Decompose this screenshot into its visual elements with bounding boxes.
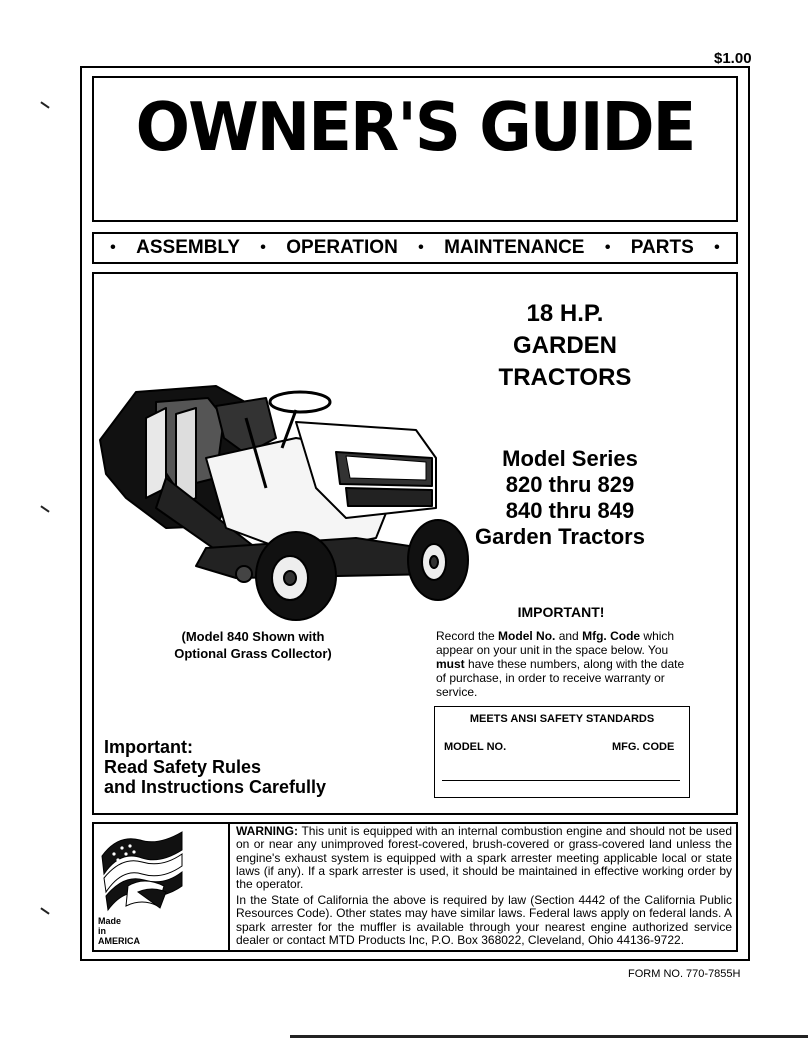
write-in-line [442, 780, 680, 781]
american-flag-icon [98, 826, 188, 914]
made-in-america: Made in AMERICA [98, 916, 140, 946]
section-assembly: ASSEMBLY [136, 237, 240, 258]
image-caption: (Model 840 Shown with Optional Grass Collector) [174, 629, 332, 661]
form-number: FORM NO. 770-7855H [628, 968, 741, 980]
bullet-icon: • [714, 239, 720, 256]
bullet-icon: • [110, 239, 116, 256]
bullet-icon: • [260, 239, 266, 256]
warning-text: WARNING: This unit is equipped with an internal combustion engine and should not be used on or near any unimproved forest-covered, brush-covered or grass-covered land unless the engine's exhaust system is equipped with a spark arrester meeting applicable local or state laws (if any). If a spark arrester is used, it should be maintained in effective working order by the operator. [236, 824, 732, 892]
tractor-illustration [96, 378, 476, 628]
scan-mark [40, 907, 49, 914]
section-operation: OPERATION [286, 237, 398, 258]
important-text: Record the Model No. and Mfg. Code which appear on your unit in the space below. You must have these numbers, along with the date of purchase, in order to receive warranty or service. [436, 629, 685, 699]
section-bar [92, 232, 738, 264]
important-heading: IMPORTANT! [517, 604, 605, 620]
scan-mark [40, 505, 49, 512]
model-no-label: MODEL NO. [444, 741, 507, 753]
model-series: Model Series 820 thru 829 840 thru 849 Garden Tractors [475, 446, 645, 549]
section-parts: PARTS [630, 237, 694, 258]
scan-edge-line [290, 1035, 808, 1038]
safety-notice: Important: Read Safety Rules and Instructions Carefully [104, 737, 327, 797]
bullet-icon: • [418, 239, 424, 256]
ansi-title: MEETS ANSI SAFETY STANDARDS [469, 713, 655, 725]
section-maintenance: MAINTENANCE [444, 237, 585, 258]
price-tag: $1.00 [714, 50, 752, 67]
scan-mark [40, 101, 49, 108]
bullet-icon: • [604, 239, 611, 256]
california-notice: In the State of California the above is required by law (Section 4442 of the California Public Resources Code). Other states may have similar laws. Federal laws apply on federal lands. A spark arrester for the muffler is available through your nearest engine authorized service dealer or contact MTD Products Inc, P.O. Box 368022, Cleveland, Ohio 44136-9722. [236, 893, 732, 947]
page-title: OWNER'S GUIDE [135, 89, 695, 167]
product-heading: 18 H.P. GARDEN TRACTORS [498, 300, 632, 391]
mfg-code-label: MFG. CODE [612, 741, 675, 753]
